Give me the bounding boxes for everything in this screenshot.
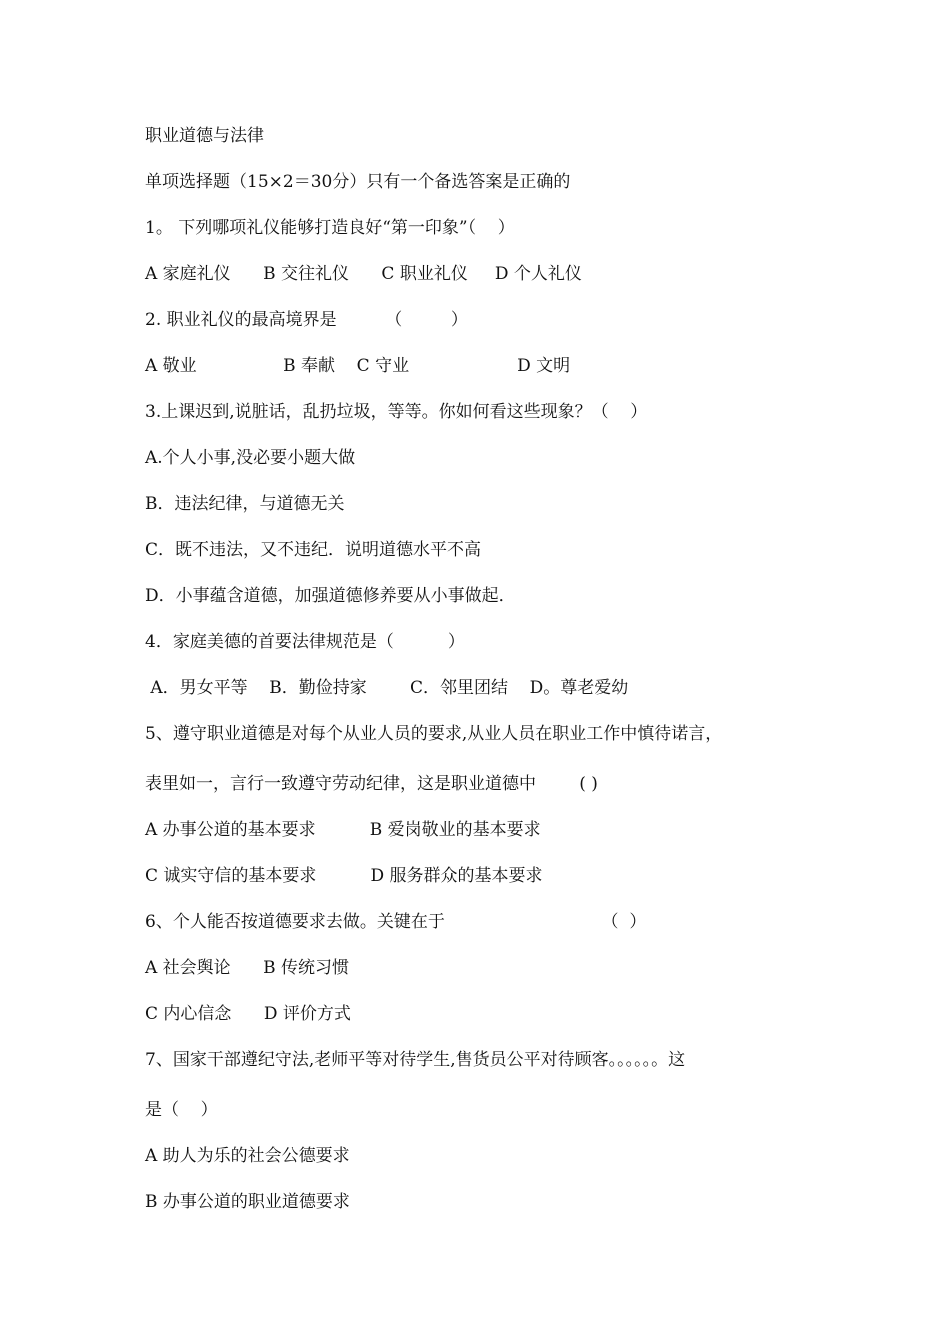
question-2: 2. 职业礼仪的最高境界是 （ ） <box>145 310 468 330</box>
question-4-options: A．男女平等 B．勤俭持家 C．邻里团结 D。尊老爱幼 <box>145 678 629 698</box>
section-heading: 单项选择题（15×2＝30分）只有一个备选答案是正确的 <box>145 172 571 192</box>
document-title: 职业道德与法律 <box>145 126 264 146</box>
question-5-line-1: 5、遵守职业道德是对每个从业人员的要求,从业人员在职业工作中慎待诺言， <box>145 724 723 744</box>
question-6: 6、个人能否按道德要求去做。关键在于 （ ） <box>145 912 647 932</box>
question-5-line-2: 表里如一，言行一致遵守劳动纪律，这是职业道德中 ( ) <box>145 774 598 794</box>
question-5-options-ab: A 办事公道的基本要求 B 爱岗敬业的基本要求 <box>145 820 541 840</box>
question-7-line-2: 是（ ） <box>145 1100 218 1120</box>
question-3-option-d: D．小事蕴含道德，加强道德修养要从小事做起． <box>145 586 516 606</box>
question-6-options-ab: A 社会舆论 B 传统习惯 <box>145 958 349 978</box>
question-4: 4．家庭美德的首要法律规范是（ ） <box>145 632 465 652</box>
question-1: 1。 下列哪项礼仪能够打造良好“第一印象”（ ） <box>145 218 515 238</box>
question-7-line-1: 7、国家干部遵纪守法,老师平等对待学生,售货员公平对待顾客。。。。。。这 <box>145 1050 686 1070</box>
question-3-option-b: B．违法纪律，与道德无关 <box>145 494 345 514</box>
question-7-option-a: A 助人为乐的社会公德要求 <box>145 1146 350 1166</box>
question-7-option-b: B 办事公道的职业道德要求 <box>145 1192 350 1212</box>
question-2-options: A 敬业 B 奉献 C 守业 D 文明 <box>145 356 571 376</box>
question-3-option-c: C．既不违法，又不违纪．说明道德水平不高 <box>145 540 482 560</box>
question-5-options-cd: C 诚实守信的基本要求 D 服务群众的基本要求 <box>145 866 543 886</box>
question-6-options-cd: C 内心信念 D 评价方式 <box>145 1004 351 1024</box>
question-3-option-a: A.个人小事,没必要小题大做 <box>145 448 356 468</box>
question-1-options: A 家庭礼仪 B 交往礼仪 C 职业礼仪 D 个人礼仪 <box>145 264 582 284</box>
question-3: 3.上课迟到,说脏话，乱扔垃圾，等等。你如何看这些现象？（ ） <box>145 402 648 422</box>
